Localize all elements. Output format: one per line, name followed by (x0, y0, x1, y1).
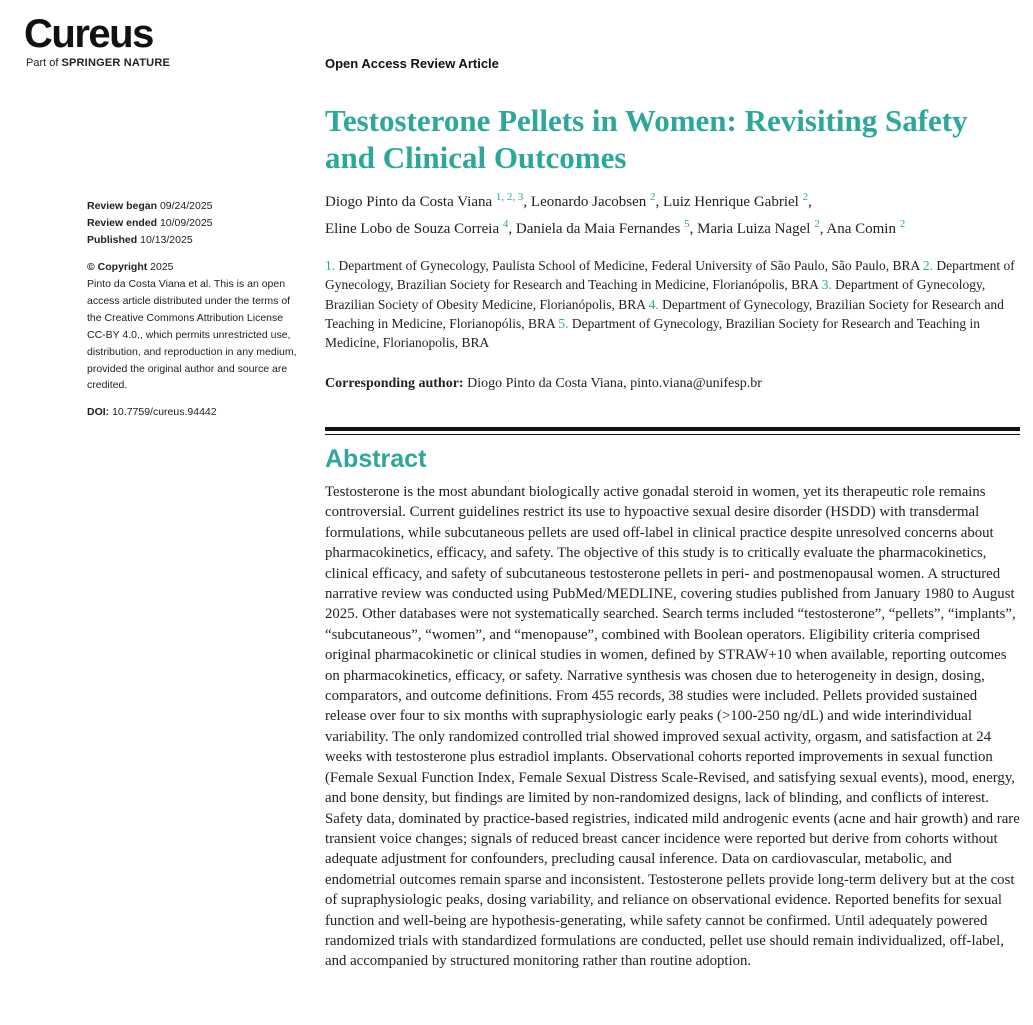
license-text: Pinto da Costa Viana et al. This is an open access article distributed under the terms of the Creative Commons Attribution License CC-BY 4.0., which permits unrestricted use, distribution, and reproduction in any medium, provided the original author and source are credited. (87, 278, 297, 392)
author-affiliation-ref[interactable]: 5 (684, 218, 690, 230)
author-affiliation-ref[interactable]: 1, 2, 3 (495, 191, 524, 203)
copyright-label: © Copyright (87, 261, 148, 273)
author-affiliation-ref[interactable]: 4 (502, 218, 509, 230)
doi-label: DOI: (87, 406, 110, 419)
review-ended-label: Review ended (87, 217, 158, 229)
affiliation-number: 3. (821, 277, 832, 293)
article-title: Testosterone Pellets in Women: Revisiting Safety and Clinical Outcomes (325, 103, 968, 175)
review-ended-date: 10/09/2025 (159, 217, 213, 229)
affiliation-number: 4. (648, 296, 659, 312)
doi[interactable] (87, 404, 302, 421)
divider-thin (325, 434, 1020, 435)
author-name[interactable]: Eline Lobo de Souza Correia (325, 221, 500, 237)
review-began-date: 09/24/2025 (159, 200, 213, 212)
affiliation-text: Department of Gynecology, Brazilian Society of Obesity Medicine, Florianópolis, BRA (325, 277, 986, 312)
abstract-heading: Abstract (325, 445, 427, 473)
author-name[interactable]: Ana Comin (826, 221, 896, 237)
corresponding-label: Corresponding author: (325, 376, 464, 391)
affiliation-text: Department of Gynecology, Paulista School of Medicine, Federal University of São Paulo, São Paulo, BRA (338, 258, 920, 273)
abstract-text: Testosterone is the most abundant biologically active gonadal steroid in women, yet its therapeutic role remains controversial. Current guidelines restrict its use to hypoactive sexual desire disorder (HSDD) with transdermal formulations, while subcutaneous pellets are used off-label in clinical practice despite unresolved concerns about pharmacokinetics, efficacy, and safety. The objective of this study is to critically evaluate the pharmacokinetics, clinical efficacy, and safety of subcutaneous testosterone pellets in peri- and postmenopausal women. A structured narrative review was conducted using PubMed/MEDLINE, covering studies published from January 1980 to August 2025. Other databases were not systematically searched. Search terms included “testosterone”, “pellets”, “implants”, “subcutaneous”, “women”, and “menopause”, combined with Boolean operators. Eligibility criteria comprised original pharmacokinetic or clinical studies in women, defined by STRAW+10 when available, reporting outcomes on pharmacokinetics, efficacy, or safety. Narrative synthesis was chosen due to heterogeneity in design, dosing, comparators, and outcome definitions. From 455 records, 38 studies were included. Pellets provided sustained release over four to six months with supraphysiologic early peaks (>100-250 ng/dL) and wide interindividual variability. The only randomized controlled trial showed improved sexual activity, orgasm, and satisfaction at 24 weeks with testosterone plus estradiol implants. Observational cohorts reported improvements in sexual function (Female Sexual Function Index, Female Sexual Distress Scale-Revised, and satisfying sexual events), mood, energy, and bone density, but findings are limited by non-randomized designs, lack of blinding, and conflicts of interest. Safety data, dominated by practice-based registries, indicated mild androgenic events (acne and hair growth) and rare transient voice changes; signals of reduced breast cancer incidence were reported but derive from cohorts without adequate adjustment for confounders, precluding causal inference. Data on cardiovascular, metabolic, and endometrial outcomes remain sparse and inconsistent. Testosterone pellets provide long-term delivery but at the cost of supraphysiologic peaks, dosing variability, and reliance on observational evidence. Reported benefits for sexual function and well-being are hypothesis-generating, while safety cannot be confirmed. Until adequately powered randomized trials with standardized formulations are conducted, pellet use should remain individualized, off-label, and accompanied by structured monitoring rather than routine adoption. (325, 484, 1020, 970)
author-name[interactable]: Maria Luiza Nagel (697, 221, 811, 237)
author-name[interactable]: Leonardo Jacobsen (530, 194, 647, 210)
author-name[interactable]: Daniela da Maia Fernandes (515, 221, 681, 237)
affiliation-number: 2. (922, 258, 934, 273)
copyright (87, 259, 302, 276)
affiliation-number: 1. (325, 258, 336, 273)
author-affiliation-ref[interactable]: 2 (814, 218, 820, 230)
published-label: Published (87, 234, 138, 246)
author-name[interactable]: Luiz Henrique Gabriel (663, 194, 799, 210)
review-ended (87, 215, 302, 232)
corresponding-author (325, 376, 762, 392)
affiliation-text: Department of Gynecology, Brazilian Society for Research and Teaching in Medicine, Florianopólis, BRA (325, 296, 1004, 331)
part-of-text: Part of (26, 57, 59, 69)
author-affiliation-ref[interactable]: 2 (650, 191, 656, 203)
author-affiliation-ref[interactable]: 2 (899, 218, 906, 230)
copyright-year: 2025 (150, 261, 174, 273)
published (87, 232, 302, 249)
author-list: Diogo Pinto da Costa Viana $^{1, 2, 3}$, Leonardo Jacobsen $^2$, Luiz Henrique Gabriel $^2$, Eline Lobo de Souza Correia $^4$, Daniela da Maia Fernandes $^5$, Maria Luiza Nagel $^2$, Ana Comin $^2$ (325, 191, 906, 237)
affiliation-number: 5. (558, 315, 569, 331)
affiliation-text: Department of Gynecology, Brazilian Society for Research and Teaching in Medicine, Florianopolis, BRA (325, 315, 980, 351)
review-began (87, 198, 302, 215)
author-name[interactable]: Diogo Pinto da Costa Viana (325, 194, 493, 210)
article-type: Open Access Review Article (325, 56, 499, 71)
affiliation-list (325, 256, 1025, 352)
corresponding-value: Diogo Pinto da Costa Viana, pinto.viana@unifesp.br (467, 376, 762, 391)
author-affiliation-ref[interactable]: 2 (802, 191, 809, 203)
doi-value[interactable]: 10.7759/cureus.94442 (112, 406, 217, 419)
divider-thick (325, 427, 1020, 431)
article-sidebar (87, 198, 302, 421)
published-date: 10/13/2025 (140, 234, 193, 246)
cureus-logo[interactable]: Cureus (24, 12, 153, 56)
review-began-label: Review began (87, 200, 158, 212)
publisher-line (26, 57, 170, 69)
springer-nature-brand: SPRINGER NATURE (61, 57, 170, 69)
affiliation-text: Department of Gynecology, Brazilian Society for Research and Teaching in Medicine, Florianópolis, BRA (325, 258, 1015, 293)
